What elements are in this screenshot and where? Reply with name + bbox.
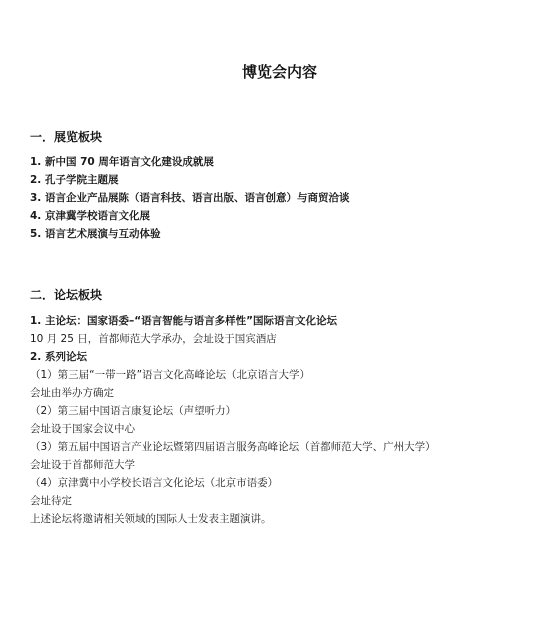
exhibition-item: 3. 语言企业产品展陈（语言科技、语言出版、语言创意）与商贸洽谈 [30,192,350,204]
forum-venue: 会址设于首都师范大学 [30,459,135,471]
exhibition-item: 1. 新中国 70 周年语言文化建设成就展 [30,156,214,168]
forum-section-heading: 二．论坛板块 [30,288,103,302]
forum-note: 上述论坛将邀请相关领域的国际人士发表主题演讲。 [30,513,272,525]
forum-list [30,312,436,528]
exhibition-list [30,153,349,243]
exhibition-section-heading: 一．展览板块 [30,130,103,144]
main-forum-title: 1. 主论坛：国家语委–“语言智能与语言多样性”国际语言文化论坛 [30,315,338,327]
exhibition-item: 2. 孔子学院主题展 [30,174,119,186]
forum-item: （4）京津冀中小学校长语言文化论坛（北京市语委） [30,477,279,489]
forum-item: （3）第五届中国语言产业论坛暨第四届语言服务高峰论坛（首都师范大学、广州大学） [30,441,436,453]
forum-item: （1）第三届“一带一路”语言文化高峰论坛（北京语言大学） [30,369,311,381]
exhibition-item: 4. 京津冀学校语言文化展 [30,210,150,222]
page-title: 博览会内容 [241,63,317,81]
forum-venue: 会址待定 [30,495,72,507]
series-forum-heading: 2. 系列论坛 [30,351,87,363]
exhibition-item: 5. 语言艺术展演与互动体验 [30,228,161,240]
forum-item: （2）第三届中国语言康复论坛（声望听力） [30,405,237,417]
main-forum-detail: 10 月 25 日，首都师范大学承办，会址设于国宾酒店 [30,333,277,345]
forum-venue: 会址设于国家会议中心 [30,423,135,435]
forum-venue: 会址由举办方确定 [30,387,114,399]
